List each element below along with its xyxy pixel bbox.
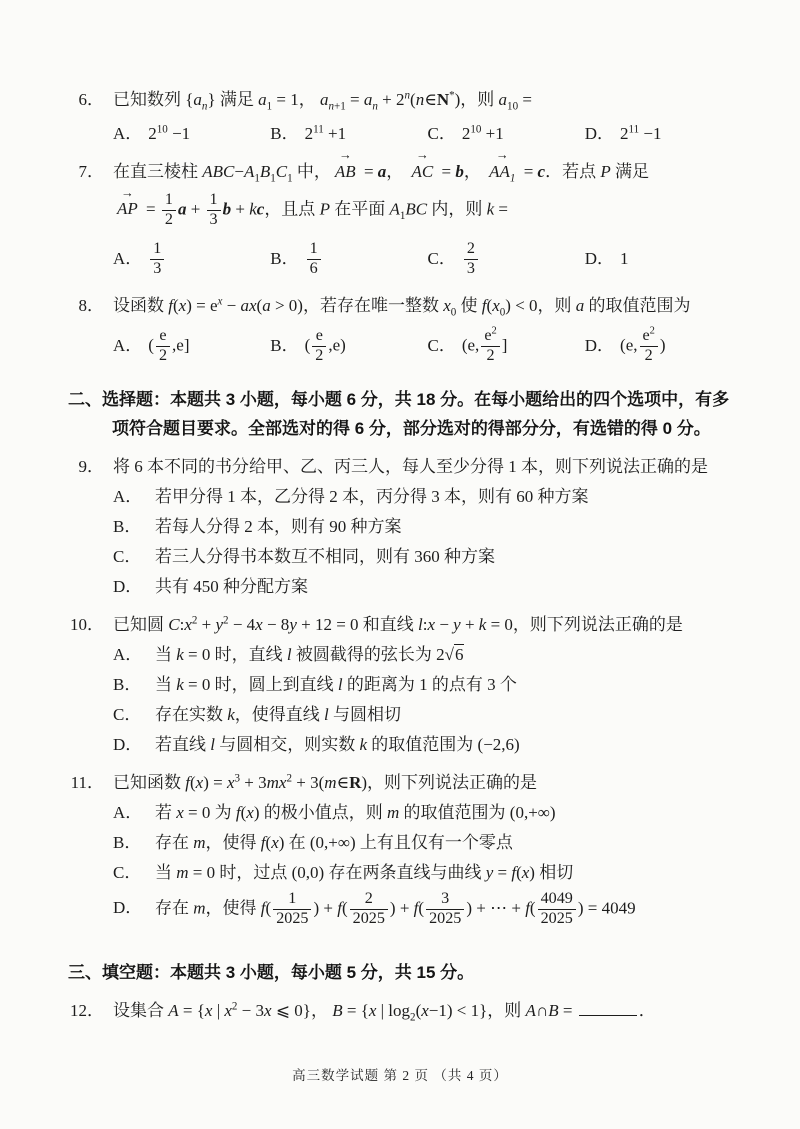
option-label: C． — [113, 546, 142, 566]
question-12 — [58, 999, 742, 1023]
question-10-number: 10． — [70, 614, 104, 634]
option-label: D． — [113, 734, 143, 754]
option-label: C． — [113, 862, 142, 882]
question-7-option-d — [585, 247, 742, 271]
question-10-stem: 已知圆 $C:x^2 + y^2 - 4x - 8y + 12 = 0$ 和直线 l:x − y + k = 0，则下列说法正确的是 — [113, 614, 683, 634]
question-8-option-c — [427, 325, 585, 365]
option-label: D． — [113, 576, 143, 596]
question-8-option-b — [270, 328, 427, 365]
option-label: A． — [113, 336, 143, 356]
option-label: A． — [113, 644, 143, 664]
option-value: 当 k = 0 时，圆上到直线 l 的距离为 1 的点有 3 个 — [155, 674, 517, 694]
question-12-number: 12． — [70, 1000, 104, 1020]
option-value: 若直线 l 与圆相交，则实数 k 的取值范围为 (−2,6) — [155, 734, 520, 754]
option-label: A． — [113, 486, 143, 506]
option-value: 存在 m，使得 f( $\frac{1}{2025}$ ) + f( $\frac{2}{2025}$ ) + f( $\frac{3}{2025}$ ) + ⋯ + f( $\frac{4049}{2025}$ ) = 4049 — [155, 889, 636, 927]
question-9-options — [113, 485, 742, 599]
option-label: B． — [113, 516, 142, 536]
option-label: A． — [113, 802, 143, 822]
option-label: B． — [113, 674, 142, 694]
option-value: 存在实数 k，使得直线 l 与圆相切 — [155, 704, 402, 724]
option-label: B． — [270, 336, 299, 356]
section-3-heading: 三、填空题：本题共 3 小题，每小题 5 分，共 15 分。 — [68, 962, 475, 982]
question-9-option-b — [113, 515, 742, 539]
question-8-option-d — [584, 325, 742, 365]
question-11 — [58, 771, 742, 928]
option-value: 1 — [620, 249, 629, 269]
question-7-stem: 在直三棱柱 $ABC-A_1B_1C_1$ 中， → AB = a， → AC = b， → $AA_1 = c$．若点 P 满足 — [104, 160, 742, 184]
question-6-option-b — [270, 122, 427, 146]
option-value: $\frac{1}{6}$ — [305, 241, 323, 278]
question-7-options — [113, 241, 742, 278]
option-value: (e, $\frac{e^2}{2}$ ] — [461, 325, 508, 364]
question-9-option-c — [113, 545, 742, 569]
question-6-number: 6． — [78, 90, 104, 109]
question-8-stem: 设函数 $f(x) = e^x - ax(a > 0)$，若存在唯一整数 $x_0$ 使 $f(x_0) < 0$，则 a 的取值范围为 — [113, 295, 691, 319]
option-value: 当 m = 0 时，过点 (0,0) 存在两条直线与曲线 y = f(x) 相切 — [155, 862, 574, 882]
option-label: A． — [113, 124, 143, 143]
option-value: 共有 450 种分配方案 — [155, 576, 308, 596]
question-9-option-a — [113, 485, 742, 509]
question-6-option-d — [585, 122, 742, 146]
option-value: $\frac{2}{3}$ — [462, 241, 480, 278]
question-11-options — [113, 801, 742, 928]
question-11-option-d — [113, 891, 742, 928]
option-label: A． — [113, 249, 143, 269]
question-8 — [58, 294, 742, 365]
question-8-number: 8． — [78, 295, 104, 315]
option-value: (e, $\frac{e^2}{2}$ ) — [620, 325, 666, 364]
option-label: D． — [584, 249, 615, 269]
question-7-number: 7． — [78, 162, 104, 181]
option-value: ( $\frac{e}{2}$ ,e) — [304, 326, 346, 364]
option-value: ( $\frac{e}{2}$ ,e] — [148, 326, 190, 364]
option-label: C． — [113, 704, 142, 724]
question-11-stem: 已知函数 $f(x) = x^3 + 3mx^2$ + 3(m∈R)，则下列说法正确的是 — [113, 772, 538, 792]
question-7-option-b — [270, 241, 427, 278]
option-value: 存在 m，使得 f(x) 在 (0,+∞) 上有且仅有一个零点 — [155, 832, 513, 852]
option-label: D． — [584, 124, 615, 143]
question-6-option-a — [113, 122, 270, 146]
option-value: 当 k = 0 时，直线 l 被圆截得的弦长为 2√6 — [155, 644, 464, 664]
question-6 — [58, 88, 742, 146]
question-6-stem: 已知数列 $\{a_n\}$ 满足 $a_1 = 1$， $a_{n+1} = a_n$ + $2^n(n\in N^*)$，则 $a_{10}$ = — [113, 89, 532, 113]
question-10-option-a — [113, 643, 742, 667]
option-value: $\frac{1}{3}$ — [148, 241, 166, 278]
option-value: 若每人分得 2 本，则有 90 种方案 — [155, 516, 402, 536]
question-9-option-d — [113, 575, 742, 599]
question-11-option-b — [113, 831, 742, 855]
question-10 — [58, 613, 742, 757]
option-label: B． — [270, 249, 299, 269]
question-7 — [58, 160, 742, 278]
option-label: D． — [584, 336, 615, 356]
question-7-option-a — [113, 241, 270, 278]
option-value: 若 x = 0 为 f(x) 的极小值点，则 m 的取值范围为 (0,+∞) — [155, 802, 556, 822]
option-label: C． — [427, 336, 456, 356]
option-value: 若甲分得 1 本，乙分得 2 本，丙分得 3 本，则有 60 种方案 — [155, 486, 589, 506]
question-12-stem: 设集合 A = {x | $x^2 - 3x$ ⩽ 0}， B = {x | $\log_2(x-1) < 1$}，则 A∩B = ． — [113, 999, 656, 1024]
section-2-heading: 二、选择题：本题共 3 小题，每小题 6 分，共 18 分。在每小题给出的四个选项中，有多项符合题目要求。全部选对的得 6 分，部分选对的得部分分，有选错的得 0 分。 — [68, 389, 730, 438]
question-10-option-d — [113, 733, 742, 757]
option-label: B． — [113, 832, 142, 852]
question-6-option-c — [428, 122, 585, 146]
option-value: $2^{10} +1$ — [461, 123, 504, 143]
question-9 — [58, 455, 742, 599]
option-label: C． — [427, 249, 456, 269]
option-label: B． — [270, 124, 299, 143]
option-value: 若三人分得书本数互不相同，则有 360 种方案 — [155, 546, 495, 566]
option-value: $2^{10} -1$ — [148, 123, 191, 143]
question-7-option-c — [428, 241, 585, 278]
question-10-option-c — [113, 703, 742, 727]
option-value: $2^{11} +1$ — [304, 123, 347, 143]
question-10-option-b — [113, 673, 742, 697]
option-label: C． — [427, 124, 456, 143]
question-11-option-a — [113, 801, 742, 825]
question-8-option-a — [113, 328, 270, 365]
question-10-options — [113, 643, 742, 757]
page-footer: 高三数学试题 第 2 页 （共 4 页） — [292, 1068, 508, 1083]
question-11-option-c — [113, 861, 742, 885]
question-11-number: 11． — [70, 772, 104, 792]
question-8-options — [113, 325, 742, 365]
option-label: D． — [113, 898, 143, 918]
option-value: $2^{11} -1$ — [620, 123, 662, 143]
question-9-number: 9． — [78, 456, 104, 476]
question-6-options — [113, 122, 742, 146]
question-9-stem: 将 6 本不同的书分给甲、乙、丙三人，每人至少分得 1 本，则下列说法正确的是 — [113, 456, 708, 476]
question-7-stem-line2: → AP = $\frac{1}{2}$ a + $\frac{1}{3}$ b + kc，且点 P 在平面 $A_1BC$ 内，则 k = — [113, 192, 742, 229]
